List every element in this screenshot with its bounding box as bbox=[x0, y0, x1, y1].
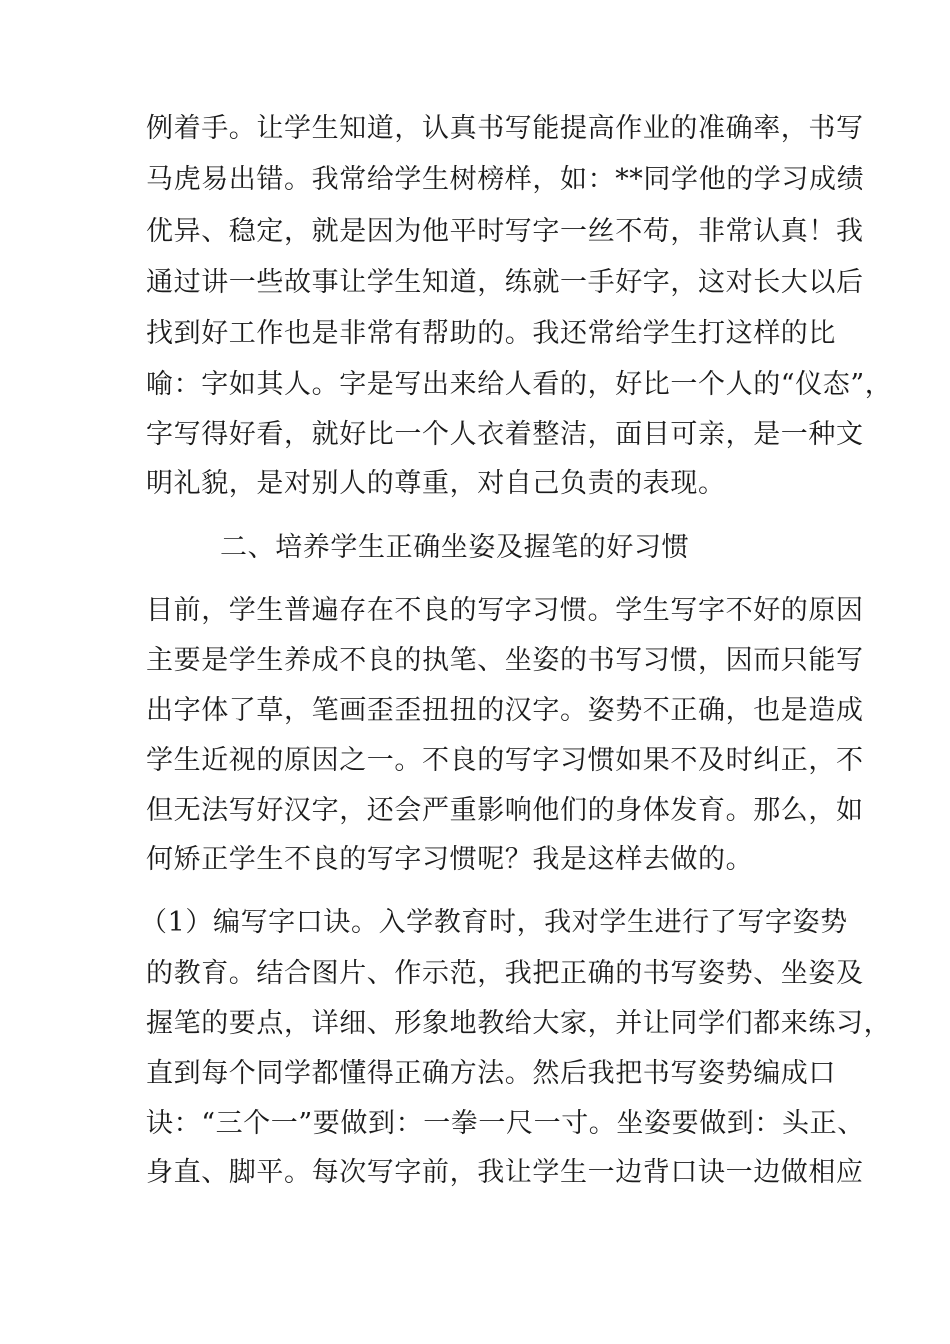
text-line: 马虎易出错。我常给学生树榜样，如：**同学他的学习成绩 bbox=[146, 164, 865, 195]
text-line: 喻：字如其人。字是写出来给人看的，好比一个人的“仪态”， bbox=[146, 369, 893, 400]
text-line: 学生近视的原因之一。不良的写字习惯如果不及时纠正，不 bbox=[146, 745, 864, 776]
text-line: 优异、稳定，就是因为他平时写字一丝不苟，非常认真！我 bbox=[146, 216, 864, 247]
text-line: 身直、脚平。每次写字前，我让学生一边背口诀一边做相应 bbox=[146, 1157, 864, 1188]
text-line: 握笔的要点，详细、形象地教给大家，并让同学们都来练习， bbox=[146, 1008, 892, 1039]
text-line: 的教育。结合图片、作示范，我把正确的书写姿势、坐姿及 bbox=[146, 958, 864, 989]
text-line: 目前，学生普遍存在不良的写字习惯。学生写字不好的原因 bbox=[146, 595, 864, 626]
section-heading: 二、培养学生正确坐姿及握笔的好习惯 bbox=[220, 532, 690, 563]
text-line: 例着手。让学生知道，认真书写能提高作业的准确率，书写 bbox=[146, 113, 864, 144]
text-line: 直到每个同学都懂得正确方法。然后我把书写姿势编成口 bbox=[146, 1058, 836, 1089]
text-line: （1）编写字口诀。入学教育时，我对学生进行了写字姿势 bbox=[140, 907, 848, 938]
text-line: 出字体了草，笔画歪歪扭扭的汉字。姿势不正确，也是造成 bbox=[146, 695, 864, 726]
text-line: 通过讲一些故事让学生知道，练就一手好字，这对长大以后 bbox=[146, 267, 864, 298]
text-line: 明礼貌，是对别人的尊重，对自己负责的表现。 bbox=[146, 468, 726, 499]
text-line: 但无法写好汉字，还会严重影响他们的身体发育。那么，如 bbox=[146, 795, 864, 826]
text-line: 诀：“三个一”要做到：一拳一尺一寸。坐姿要做到：头正、 bbox=[146, 1108, 865, 1139]
text-line: 字写得好看，就好比一个人衣着整洁，面目可亲，是一种文 bbox=[146, 419, 864, 450]
text-line: 主要是学生养成不良的执笔、坐姿的书写习惯，因而只能写 bbox=[146, 645, 864, 676]
text-line: 何矫正学生不良的写字习惯呢？我是这样去做的。 bbox=[146, 844, 754, 875]
text-line: 找到好工作也是非常有帮助的。我还常给学生打这样的比 bbox=[146, 318, 836, 349]
